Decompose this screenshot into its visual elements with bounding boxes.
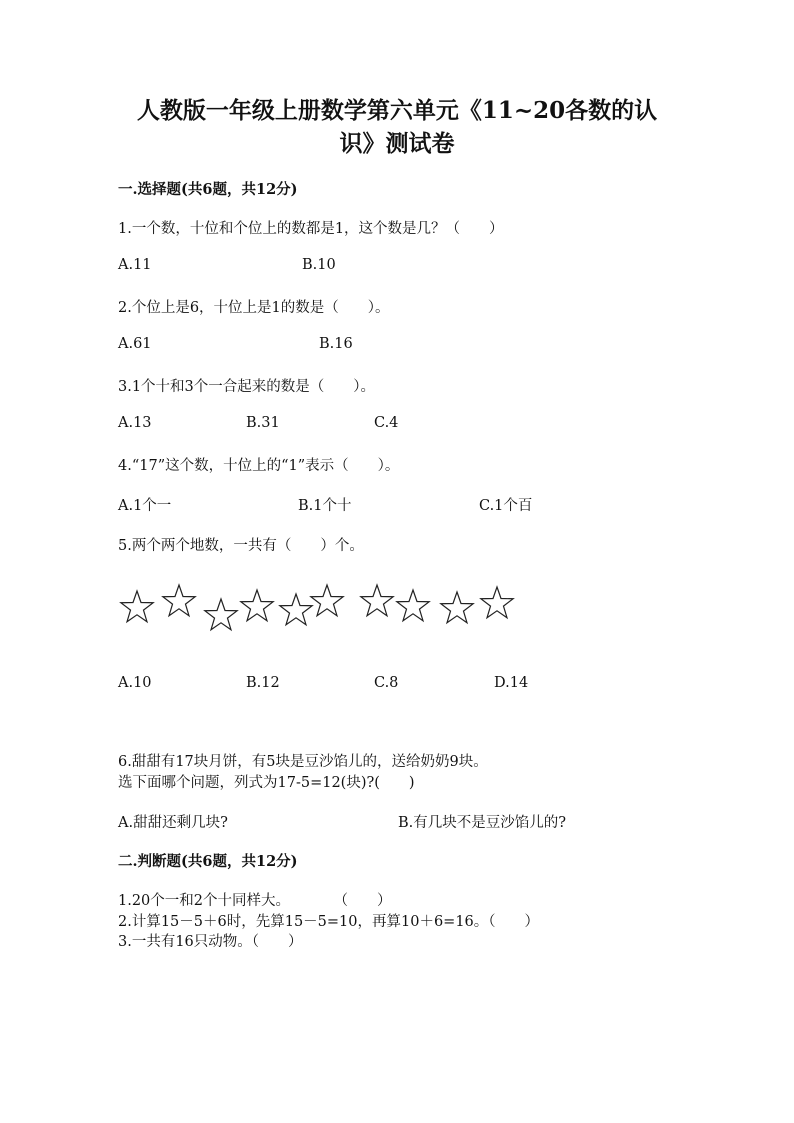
question-5-option-b: B.12 [246,675,280,691]
judgement-item-2: 2.计算15－5＋6时，先算15－5=10，再算10＋6=16。（ ） [118,914,540,930]
question-1-option-a: A.11 [118,257,152,273]
question-3-option-a: A.13 [118,415,152,431]
question-5-option-a: A.10 [118,675,152,691]
star-icon [205,599,237,630]
star-icon [397,590,429,621]
star-icon [280,594,312,625]
star-icon [241,590,273,621]
judgement-item-3: 3.一共有16只动物。（ ） [118,934,303,950]
star-icon [121,591,153,622]
question-6-line-1: 6.甜甜有17块月饼，有5块是豆沙馅儿的，送给奶奶9块。 [118,754,488,770]
question-6-option-b: B.有几块不是豆沙馅儿的? [398,815,567,831]
question-4: 4.“17”这个数，十位上的“1”表示（ ）。 [118,458,400,474]
question-1: 1.一个数，十位和个位上的数都是1，这个数是几？（ ） [118,221,504,237]
star-icon [441,592,473,623]
page-title-line-2: 识》测试卷 [339,130,455,157]
question-5-option-c: C.8 [374,675,399,691]
question-4-option-c: C.1个百 [479,498,533,514]
star-icon [311,585,343,616]
section-heading-choice: 一.选择题(共6题，共12分) [118,181,298,198]
section-heading-judgement: 二.判断题(共6题，共12分) [118,853,298,870]
question-2-option-a: A.61 [118,336,152,352]
question-3-option-b: B.31 [246,415,280,431]
page-title-line-1: 人教版一年级上册数学第六单元《11~20各数的认 [136,97,658,124]
judgement-item-1: 1.20个一和2个十同样大。 （ ） [118,893,392,909]
question-6-line-2: 选下面哪个问题，列式为17-5=12(块)?( ) [118,775,415,791]
question-5-option-d: D.14 [494,675,529,691]
question-2: 2.个位上是6，十位上是1的数是（ ）。 [118,300,390,316]
stars-figure [118,580,528,640]
question-2-option-b: B.16 [319,336,353,352]
question-3-option-c: C.4 [374,415,399,431]
question-3: 3.1个十和3个一合起来的数是（ ）。 [118,379,376,395]
question-5: 5.两个两个地数，一共有（ ）个。 [118,538,364,554]
question-6-option-a: A.甜甜还剩几块? [118,815,228,831]
question-4-option-a: A.1个一 [118,498,172,514]
question-1-option-b: B.10 [302,257,336,273]
star-icon [163,585,195,616]
star-icon [481,587,513,618]
question-4-option-b: B.1个十 [298,498,352,514]
star-icon [361,585,393,616]
